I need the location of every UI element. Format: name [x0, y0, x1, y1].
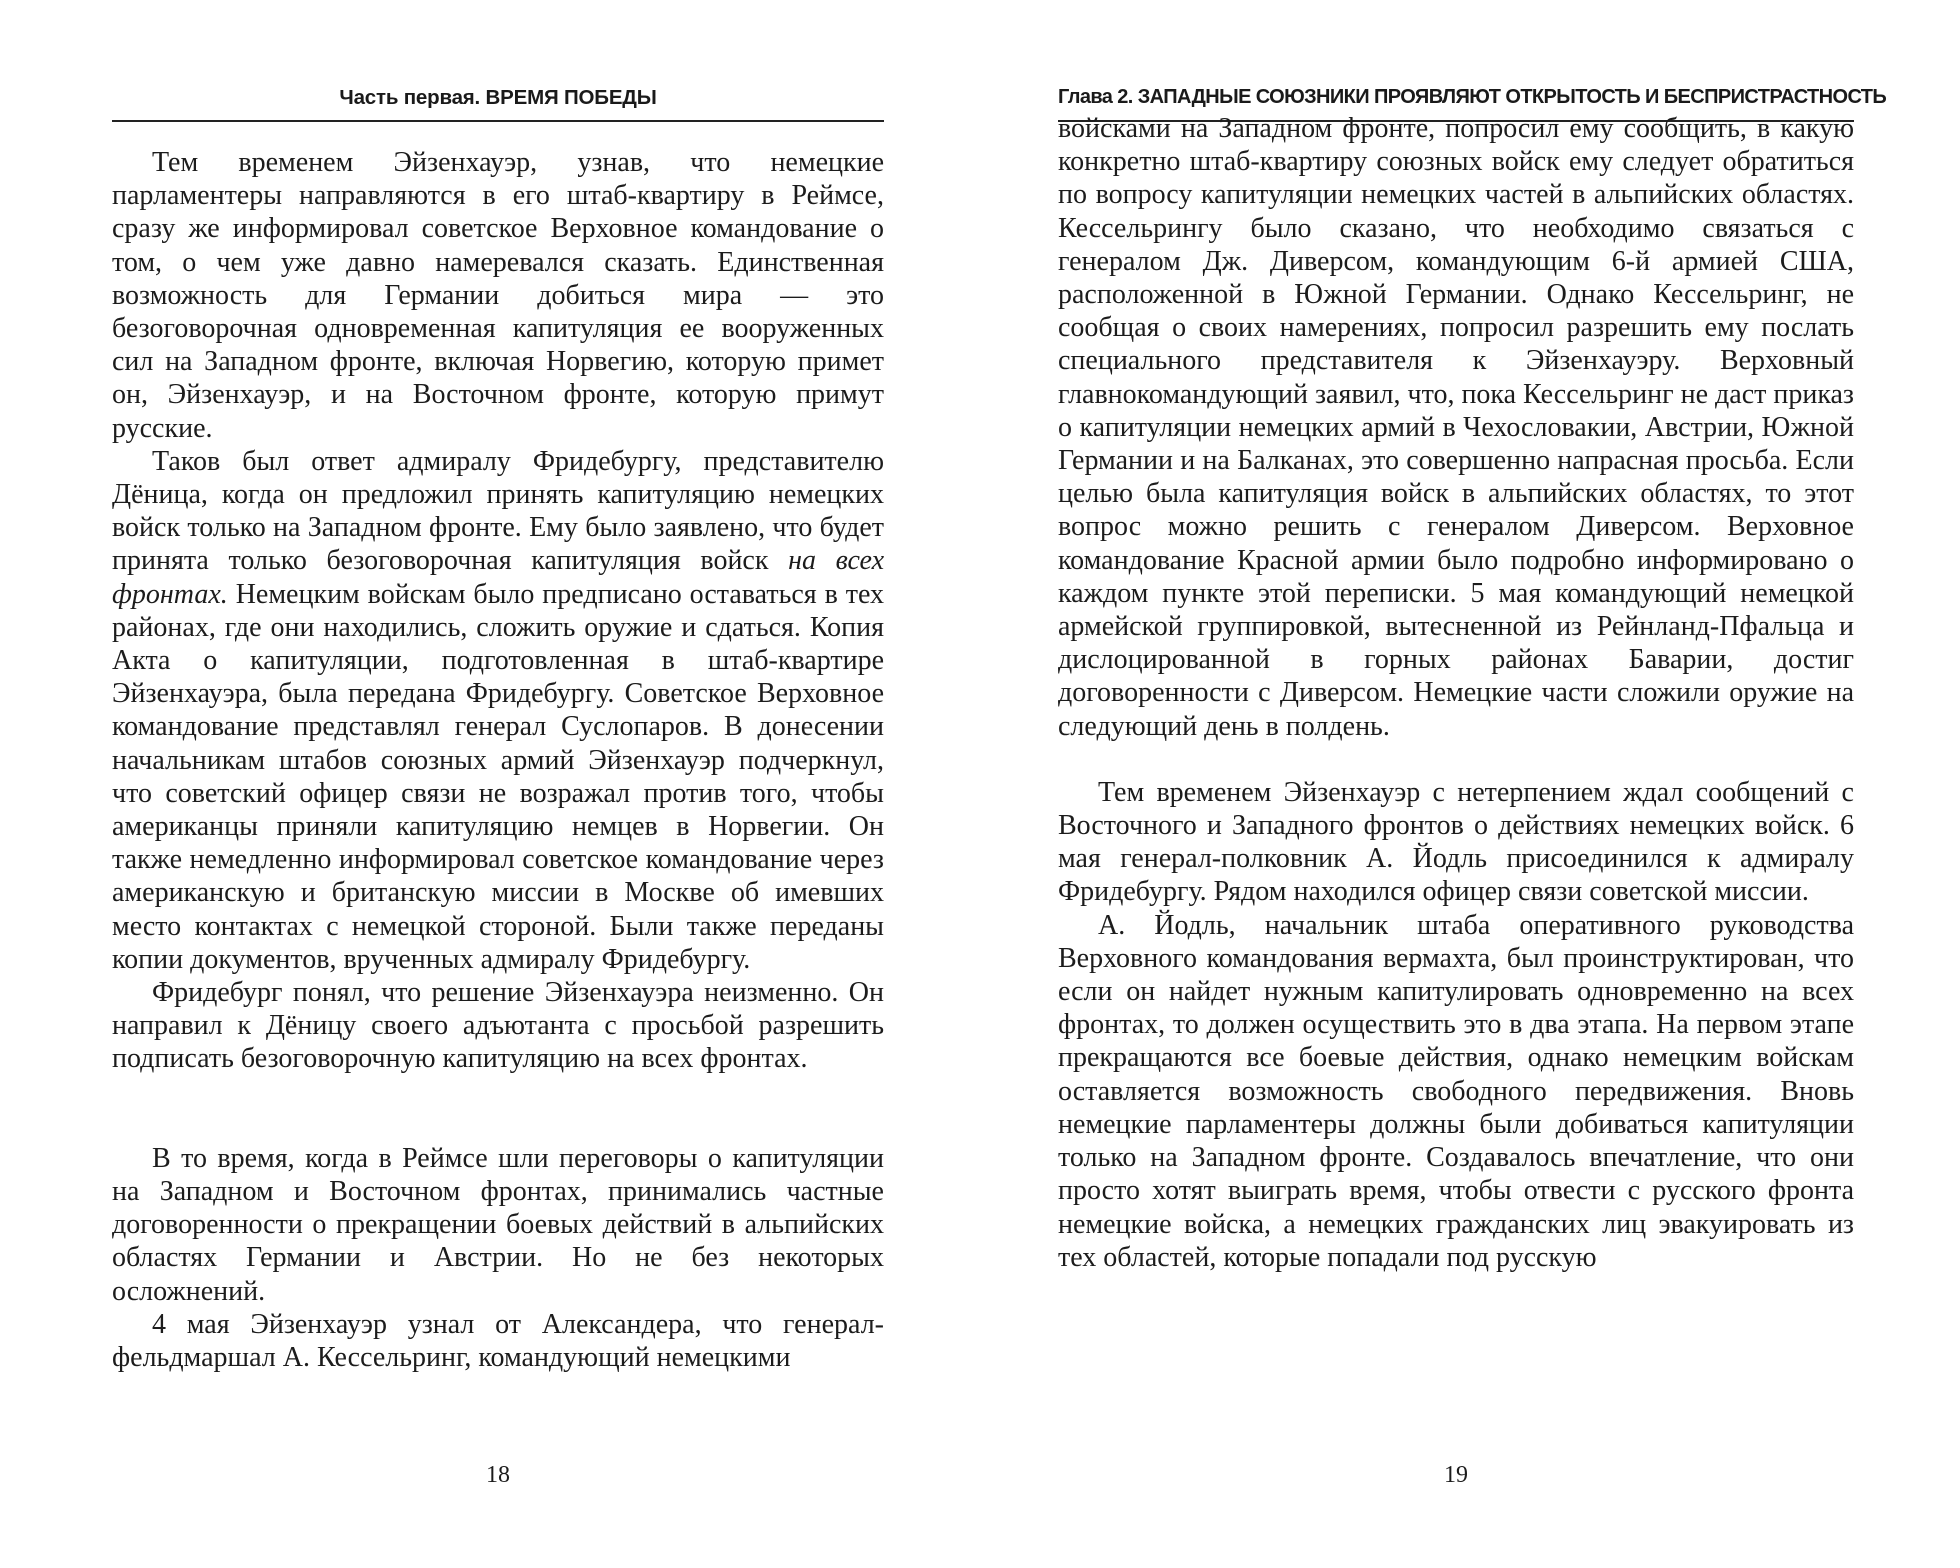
right-page	[1058, 0, 1887, 1568]
paragraph-text: Немецким войскам было предписано оставаться в тех районах, где они находились, сложить оружие и сдаться. Копия Акта о капитуляции, подготовленная в штаб-квартире Эйзенхауэра, была передана Фридебургу. Советское Верховное командование представлял генерал Суслопаров. В донесении начальникам штабов союзных армий Эйзенхауэр подчеркнул, что советский офицер связи не возражал против того, чтобы американцы приняли капитуляцию немцев в Норвегии. Он также немедленно информировал советское командование через американскую и британскую миссии в Москве об имевших место контактах с немецкой стороной. Были также переданы копии документов, врученных адмиралу Фридебургу.	[112, 578, 885, 975]
running-head-left	[112, 86, 884, 110]
paragraph: А. Йодль, начальник штаба оперативного руководства Верховного командования вермахта, был проинструктирован, что если он найдет нужным капитулировать одновременно на всех фронтах, то должен осуществить это в два этапа. На первом этапе прекращаются все боевые действия, однако немецким войскам оставляется возможность свободного передвижения. Вновь немецкие парламентеры должны были добиваться капитуляции только на Западном фронте. Создавалось впечатление, что они просто хотят выиграть время, чтобы отвести с русского фронта немецкие войска, а немецких гражданских лиц эвакуировать из тех областей, которые попадали под русскую	[1058, 909, 1854, 1273]
paragraph-text: Таков был ответ адмиралу Фридебургу, представителю Дёница, когда он предложил принять капитуляцию немецких войск только на Западном фронте. Ему было заявлено, что будет принята только безоговорочная капитуляция войск	[112, 445, 884, 577]
part-title: ВРЕМЯ ПОБЕДЫ	[485, 86, 657, 109]
page-number-right: 19	[1444, 1462, 1468, 1488]
paragraph: 4 мая Эйзенхауэр узнал от Александера, что генерал-фельдмаршал А. Кессельринг, командующий немецкими	[112, 1308, 884, 1373]
emphasis-text: на всех фронтах.	[112, 545, 884, 610]
page-number-left: 18	[486, 1462, 510, 1488]
chapter-title: ЗАПАДНЫЕ СОЮЗНИКИ ПРОЯВЛЯЮТ ОТКРЫТОСТЬ И БЕСПРИСТРАСТНОСТЬ	[1137, 86, 1887, 108]
paragraph: войсками на Западном фронте, попросил ему сообщить, в какую конкретно штаб-квартиру союзных войск ему следует обратиться по вопросу капитуляции немецких частей в альпийских областях. Кессельрингу было сказано, что необходимо связаться с генералом Дж. Диверсом, командующим 6-й армией США, расположенной в Южной Германии. Однако Кессельринг, не сообщая о своих намерениях, попросил разрешить ему послать специального представителя к Эйзенхауэру. Верховный главнокомандующий заявил, что, пока Кессельринг не даст приказ о капитуляции немецких армий в Чехословакии, Австрии, Южной Германии и на Балканах, это совершенно напрасная просьба. Если целью была капитуляция войск в альпийских областях, то этот вопрос можно решить с генералом Диверсом. Верховное командование Красной армии было подробно информировано о каждом пункте этой переписки. 5 мая командующий немецкой армейской группировкой, вытесненной из Рейнланд-Пфальца и дислоцированной в горных районах Баварии, достиг договоренности с Диверсом. Немецкие части сложили оружие на следующий день в полдень.	[1058, 113, 1854, 742]
running-head-right	[1058, 86, 1887, 109]
paragraph: Тем временем Эйзенхауэр с нетерпением ждал сообщений с Восточного и Западного фронтов о действиях немецких войск. 6 мая генерал-полковник А. Йодль присоединился к адмиралу Фридебургу. Рядом находился офицер связи советской миссии.	[1058, 776, 1854, 908]
left-body-text	[112, 146, 884, 1374]
left-page	[112, 0, 884, 1568]
chapter-label: Глава 2.	[1058, 86, 1133, 108]
part-label: Часть первая.	[339, 86, 481, 109]
paragraph: В то время, когда в Реймсе шли переговоры о капитуляции на Западном и Восточном фронтах, принимались частные договоренности о прекращении боевых действий в альпийских областях Германии и Австрии. Но не без некоторых осложнений.	[112, 1142, 884, 1307]
header-rule-left	[112, 120, 884, 122]
paragraph: Фридебург понял, что решение Эйзенхауэра неизменно. Он направил к Дёницу своего адъютанта с просьбой разрешить подписать безоговорочную капитуляцию на всех фронтах.	[112, 977, 884, 1075]
paragraph	[112, 445, 884, 976]
right-body-text	[1058, 112, 1854, 1274]
paragraph: Тем временем Эйзенхауэр, узнав, что немецкие парламентеры направляются в его штаб-квартиру в Реймсе, сразу же информировал советское Верховное командование о том, о чем уже давно намеревался сказать. Единственная возможность для Германии добиться мира — это безоговорочная одновременная капитуляция ее вооруженных сил на Западном фронте, включая Норвегию, которую примет он, Эйзенхауэр, и на Восточном фронте, которую примут русские.	[112, 147, 884, 444]
